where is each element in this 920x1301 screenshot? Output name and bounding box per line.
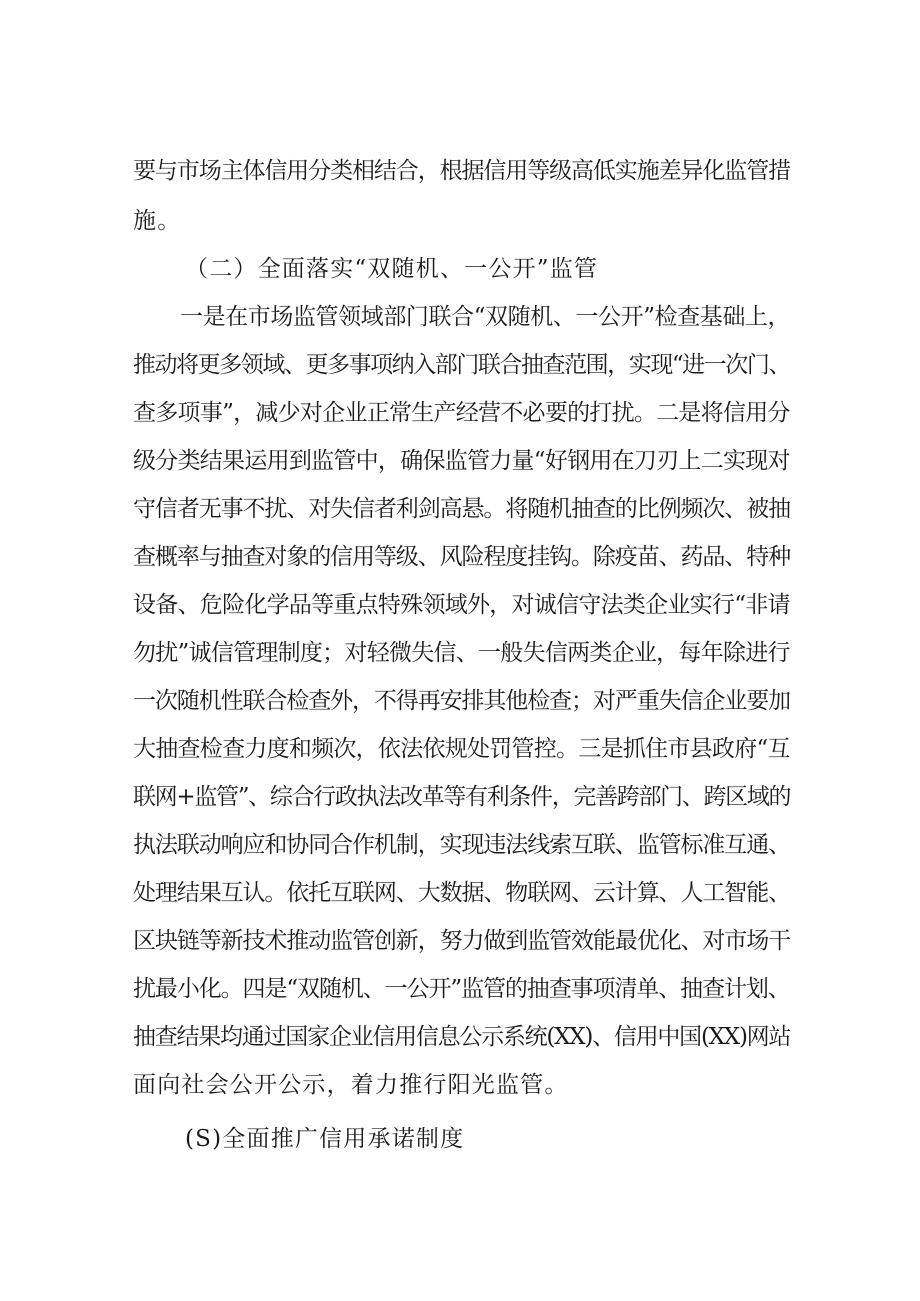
paragraph-line: 设备、危险化学品等重点特殊领域外，对诚信守法类企业实行“非请 xyxy=(133,592,790,618)
paragraph-line: 联网+监管”、综合行政执法改革等有利条件，完善跨部门、跨区域的 xyxy=(133,784,791,810)
paragraph-line: 一次随机性联合检查外，不得再安排其他检查；对严重失信企业要加 xyxy=(133,688,791,714)
section-heading-2: （二）全面落实“双随机、一公开”监管 xyxy=(185,256,599,282)
paragraph-line: 大抽查检查力度和频次，依法依规处罚管控。三是抓住市县政府“互 xyxy=(133,736,790,762)
paragraph-line: 查概率与抽查对象的信用等级、风险程度挂钩。除疫苗、药品、特种 xyxy=(133,544,791,570)
paragraph-line: 扰最小化。四是“双随机、一公开”监管的抽查事项清单、抽查计划、 xyxy=(133,976,790,1002)
paragraph-line: 区块链等新技术推动监管创新，努力做到监管效能最优化、对市场干 xyxy=(133,928,791,954)
paragraph-line: 要与市场主体信用分类相结合，根据信用等级高低实施差异化监管措 xyxy=(133,158,791,184)
paragraph-line: 守信者无事不扰、对失信者利剑高悬。将随机抽查的比例频次、被抽 xyxy=(133,496,791,522)
paragraph-line: 执法联动响应和协同合作机制，实现违法线索互联、监管标准互通、 xyxy=(133,832,791,858)
paragraph-line: 一是在市场监管领域部门联合“双随机、一公开”检查基础上， xyxy=(180,304,791,330)
paragraph-line: 抽查结果均通过国家企业信用信息公示系统(XX)、信用中国(XX)网站 xyxy=(133,1024,791,1050)
paragraph-line: 推动将更多领域、更多事项纳入部门联合抽查范围，实现“进一次门、 xyxy=(133,352,790,378)
paragraph-line: 处理结果互认。依托互联网、大数据、物联网、云计算、人工智能、 xyxy=(133,880,791,906)
section-heading-3: (S)全面推广信用承诺制度 xyxy=(185,1126,465,1152)
paragraph-line: 查多项事”，减少对企业正常生产经营不必要的打扰。二是将信用分 xyxy=(133,400,790,426)
paragraph-line: 施。 xyxy=(133,208,182,234)
paragraph-line: 勿扰”诚信管理制度；对轻微失信、一般失信两类企业，每年除进行 xyxy=(133,640,790,666)
paragraph-line: 面向社会公开公示，着力推行阳光监管。 xyxy=(133,1072,569,1098)
paragraph-line: 级分类结果运用到监管中，确保监管力量“好钢用在刀刃上二实现对 xyxy=(133,448,790,474)
